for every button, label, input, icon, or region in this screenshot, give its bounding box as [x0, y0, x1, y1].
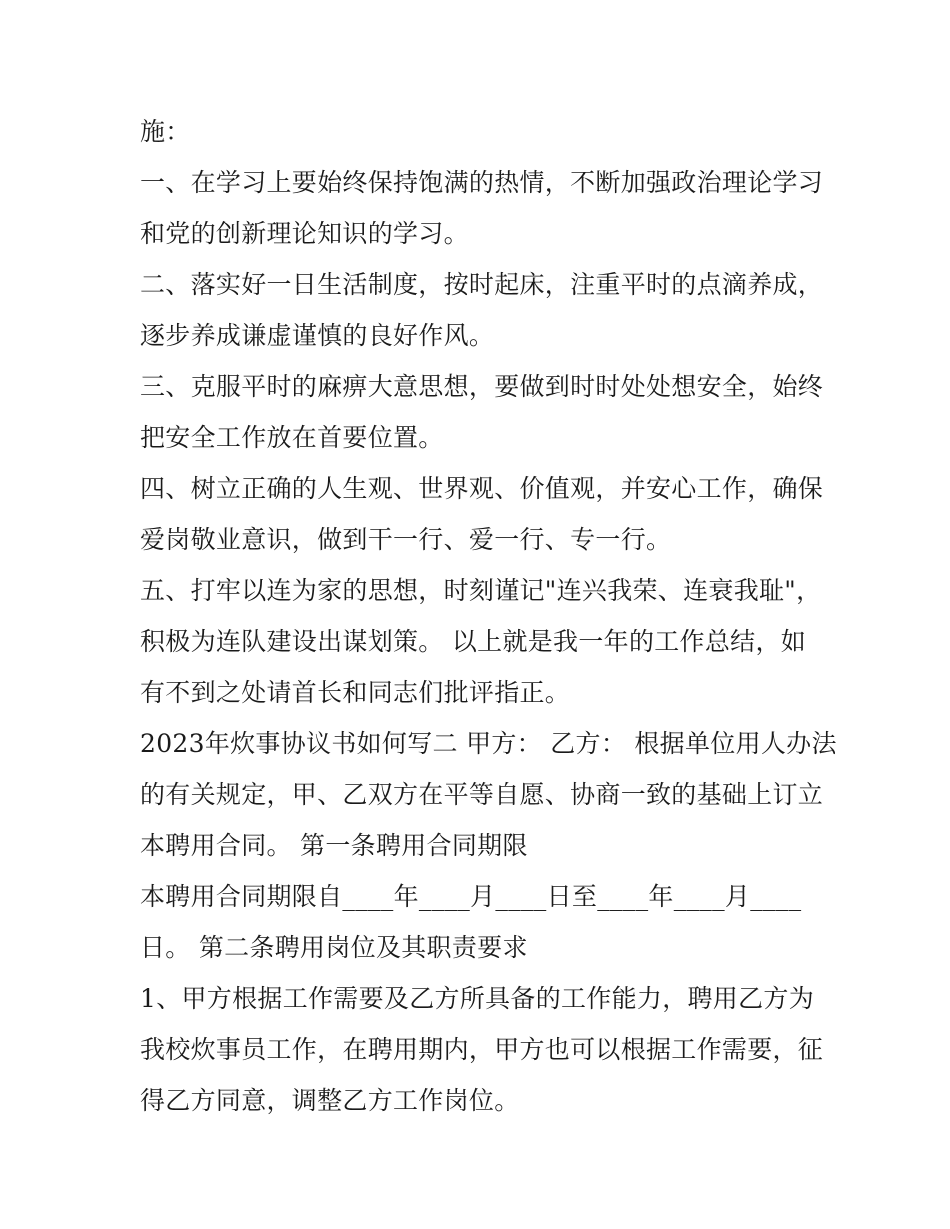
text-line: 一、在学习上要始终保持饱满的热情，不断加强政治理论学习 [140, 168, 824, 197]
text-line: 二、落实好一日生活制度，按时起床，注重平时的点滴养成， [140, 270, 824, 299]
text-line: 积极为连队建设出谋划策。 以上就是我一年的工作总结，如 [140, 627, 807, 656]
text-line: 1、甲方根据工作需要及乙方所具备的工作能力，聘用乙方为 [140, 984, 815, 1013]
text-line: 逐步养成谦虚谨慎的良好作风。 [140, 321, 495, 350]
text-line: 和党的创新理论知识的学习。 [140, 219, 469, 248]
text-line: 把安全工作放在首要位置。 [140, 423, 444, 452]
text-line: 2023年炊事协议书如何写二 甲方： 乙方： 根据单位用人办法 [140, 729, 837, 758]
text-line: 四、树立正确的人生观、世界观、价值观，并安心工作，确保 [140, 474, 824, 503]
text-line: 爱岗敬业意识，做到干一行、爱一行、专一行。 [140, 525, 672, 554]
text-line: 日。 第二条聘用岗位及其职责要求 [140, 933, 528, 962]
text-line: 本聘用合同。 第一条聘用合同期限 [140, 831, 528, 860]
text-line: 我校炊事员工作，在聘用期内，甲方也可以根据工作需要，征 [140, 1035, 824, 1064]
text-line: 的有关规定，甲、乙双方在平等自愿、协商一致的基础上订立 [140, 780, 824, 809]
text-line: 有不到之处请首长和同志们批评指正。 [140, 678, 571, 707]
document-body [140, 106, 837, 1126]
text-line: 本聘用合同期限自____年____月____日至____年____月____ [140, 882, 802, 911]
text-line: 施： [140, 117, 191, 146]
text-line: 三、克服平时的麻痹大意思想，要做到时时处处想安全，始终 [140, 372, 824, 401]
text-line: 五、打牢以连为家的思想，时刻谨记"连兴我荣、连衰我耻"， [140, 576, 822, 605]
text-line: 得乙方同意，调整乙方工作岗位。 [140, 1086, 520, 1115]
